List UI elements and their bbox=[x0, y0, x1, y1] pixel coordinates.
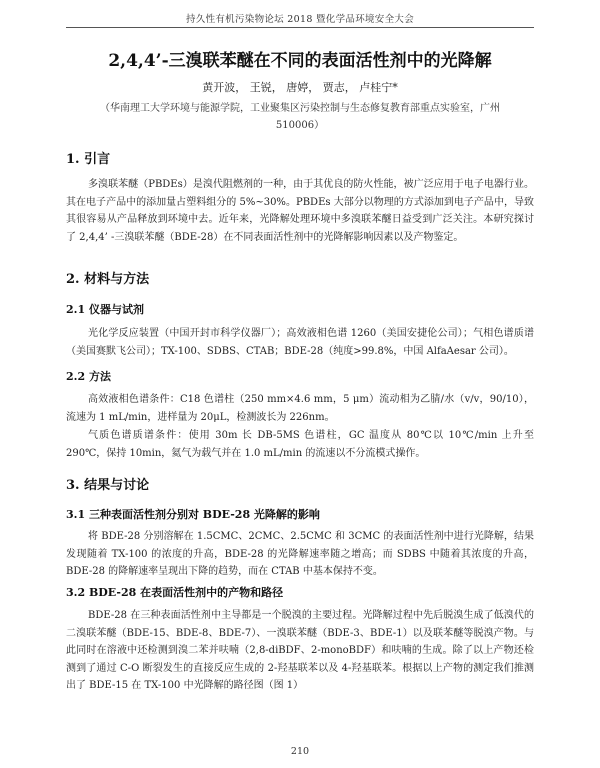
subsection-heading-methods: 2.2 方法 bbox=[66, 370, 111, 383]
paragraph-instruments: 光化学反应装置（中国开封市科学仪器厂）；高效液相色谱 1260（美国安捷伦公司）；气相色谱质谱（美国赛默飞公司）；TX-100、SDBS、CTAB；BDE-28（纯度>99.8%，中国 AlfaAesar 公司）。 bbox=[66, 328, 534, 357]
paragraph-gcms-conditions: 气质色谱质谱条件：使用 30m 长 DB-5MS 色谱柱，GC 温度从 80℃以 10℃/min 上升至 290℃，保持 10min，氦气为载气并在 1.0 mL/min 的流速以不分流模式操作。 bbox=[66, 430, 534, 459]
subsection-heading-surfactant-effect: 3.1 三种表面活性剂分别对 BDE-28 光降解的影响 bbox=[66, 508, 320, 521]
section-heading-results: 3. 结果与讨论 bbox=[66, 478, 150, 493]
section-heading-materials-methods: 2. 材料与方法 bbox=[66, 272, 150, 287]
paragraph-hplc-conditions: 高效液相色谱条件：C18 色谱柱（250 mm×4.6 mm，5 μm）流动相为乙腈/水（v/v，90/10），流速为 1 mL/min，进样量为 20μL，检测波长为 226nm。 bbox=[66, 394, 534, 423]
running-head: 持久性有机污染物论坛 2018 暨化学品环境安全大会 bbox=[185, 14, 415, 25]
paper-title: 2,4,4’-三溴联苯醚在不同的表面活性剂中的光降解 bbox=[108, 51, 492, 71]
affiliation: （华南理工大学环境与能源学院，工业聚集区污染控制与生态修复教育部重点实验室，广州 510006） bbox=[100, 103, 500, 131]
paragraph-introduction: 多溴联苯醚（PBDEs）是溴代阻燃剂的一种，由于其优良的防火性能，被广泛应用于电子电器行业。其在电子产品中的添加量占塑料组分的 5%~30%。PBDEs 大部分以物理的方式添加到电子产品中，导致其很容易从产品释放到环境中去。近年来，光降解处理环境中多溴联苯醚日益受到广泛关注。本研究探讨了 2,4,4’ -三溴联苯醚（BDE-28）在不同表面活性剂中的光降解影响因素以及产物鉴定。 bbox=[66, 179, 534, 243]
paragraph-surfactant-effect: 将 BDE-28 分别溶解在 1.5CMC、2CMC、2.5CMC 和 3CMC 的表面活性剂中进行光降解，结果发现随着 TX-100 的浓度的升高，BDE-28 的光降解速率随之增高；而 SDBS 中随着其浓度的升高，BDE-28 的降解速率呈现出下降的趋势，而在 CTAB 中基本保持不变。 bbox=[66, 531, 534, 577]
paragraph-products-pathway: BDE-28 在三种表面活性剂中主导都是一个脱溴的主要过程。光降解过程中先后脱溴生成了低溴代的二溴联苯醚（BDE-15、BDE-8、BDE-7）、一溴联苯醚（BDE-3、BDE-1）以及联苯醚等脱溴产物。与此同时在溶液中还检测到溴二苯并呋喃（2,8-diBDF、2-monoBDF）和呋喃的生成。除了以上产物还检测到了通过 C-O 断裂发生的直接反应生成的 2-羟基联苯以及 4-羟基联苯。根据以上产物的测定我们推测出了 BDE-15 在 TX-100 中光降解的路径图（图 1） bbox=[66, 610, 534, 691]
section-heading-introduction: 1. 引言 bbox=[66, 152, 111, 167]
subsection-heading-products-pathway: 3.2 BDE-28 在表面活性剂中的产物和路径 bbox=[66, 586, 284, 599]
header-divider bbox=[66, 27, 534, 28]
subsection-heading-instruments: 2.1 仪器与试剂 bbox=[66, 303, 144, 316]
page-number: 210 bbox=[290, 746, 310, 757]
author-list: 黄开波， 王锐， 唐婷， 贾志， 卢桂宁* bbox=[202, 81, 398, 94]
